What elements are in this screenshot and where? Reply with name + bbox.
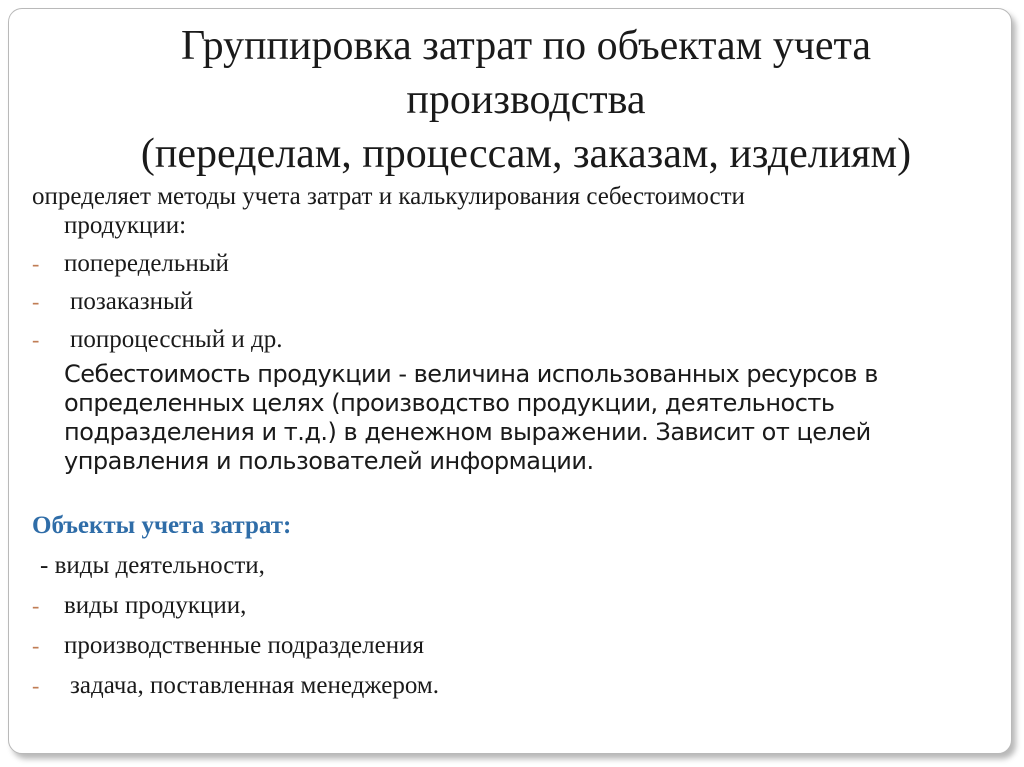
dash-bullet-icon: - — [32, 289, 40, 314]
object-item — [32, 671, 982, 700]
intro-line-1: определяет методы учета затрат и калькулирования себестоимости — [32, 183, 745, 210]
dash-bullet-icon: - — [32, 593, 40, 618]
objects-heading: Объекты учета затрат: — [32, 512, 292, 539]
method-label: попроцессный и др. — [70, 326, 283, 353]
intro-line-2: продукции: — [64, 212, 187, 239]
dash-bullet-icon: - — [32, 633, 40, 658]
object-label: производственные подразделения — [64, 632, 424, 659]
method-item — [32, 325, 982, 354]
objects-list — [32, 591, 982, 700]
method-label: попередельный — [64, 250, 229, 277]
dash-bullet-icon: - — [32, 327, 40, 352]
title-line: (переделам, процессам, заказам, изделиям) — [140, 131, 912, 177]
object-item: - виды деятельности, — [40, 552, 265, 579]
method-label: позаказный — [70, 288, 194, 315]
object-item — [32, 591, 982, 620]
method-item — [32, 249, 982, 278]
method-item — [32, 287, 982, 316]
object-item — [32, 631, 982, 660]
intro-text — [32, 182, 982, 240]
object-label: виды продукции, — [64, 592, 247, 619]
slide-title — [49, 19, 1003, 181]
title-line: производства — [406, 77, 646, 123]
dash-bullet-icon: - — [32, 673, 40, 698]
object-label: задача, поставленная менеджером. — [70, 672, 439, 699]
slide-body — [32, 182, 982, 700]
dash-bullet-icon: - — [32, 251, 40, 276]
cost-definition: Себестоимость продукции - величина использованных ресурсов в определенных целях (производство продукции, деятельность подразделения и т.д.) в денежном выражении. Зависит от целей управления и пользователей информации. — [64, 360, 878, 475]
title-line: Группировка затрат по объектам учета — [180, 23, 872, 69]
